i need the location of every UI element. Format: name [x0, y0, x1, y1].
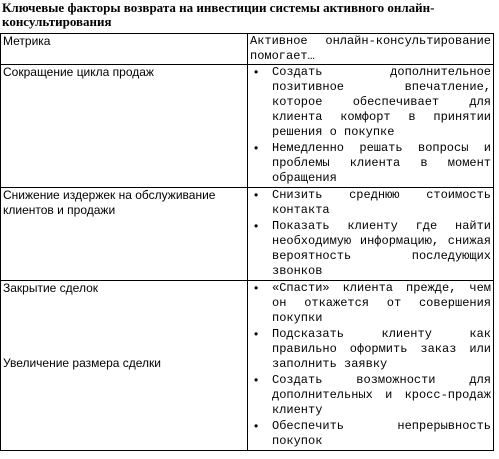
bullet-icon: • — [254, 188, 259, 202]
solution-cell — [248, 281, 494, 451]
table-title: Ключевые факторы возврата на инвестиции системы активного онлайн-консультирования — [2, 0, 435, 29]
list-item — [250, 188, 491, 218]
bullet-text: Создать возможности для дополнительных и кросс-продаж клиенту — [272, 373, 491, 417]
bullet-icon: • — [254, 419, 259, 433]
metric-cell — [1, 281, 248, 451]
metric-spacer — [3, 296, 245, 356]
bullet-text: Снизить среднюю стоимость контакта — [272, 188, 491, 217]
bullet-icon: • — [254, 219, 259, 233]
table-row — [1, 188, 494, 281]
table-row — [1, 281, 494, 451]
bullet-list — [250, 281, 491, 449]
header-solution-cell — [248, 34, 494, 65]
bullet-list — [250, 65, 491, 186]
list-item — [250, 219, 491, 279]
list-item — [250, 281, 491, 326]
metric-label: Снижение издержек на обслуживание клиентов и продажи — [3, 188, 216, 217]
bullet-text: Обеспечить непрерывность покупок — [272, 419, 491, 448]
header-solution-label: Активное онлайн-консультирование помогает… — [250, 34, 491, 63]
list-item — [250, 373, 491, 418]
bullet-icon: • — [254, 141, 259, 155]
metric-label: Сокращение цикла продаж — [3, 65, 154, 79]
list-item — [250, 141, 491, 186]
metric-cell — [1, 188, 248, 281]
bullet-list — [250, 188, 491, 279]
metric-label: Закрытие сделок — [3, 281, 99, 295]
bullet-text: «Спасти» клиента прежде, чем он откажется от совершения покупки — [272, 281, 491, 325]
metric-label: Увеличение размера сделки — [3, 356, 161, 370]
table-row — [1, 65, 494, 188]
bullet-text: Немедленно решать вопросы и проблемы клиента в момент обращения — [272, 141, 491, 185]
header-metric-cell — [1, 34, 248, 65]
solution-cell — [248, 188, 494, 281]
bullet-text: Показать клиенту где найти необходимую информацию, снижая вероятность последующих звонков — [272, 219, 491, 278]
list-item — [250, 65, 491, 140]
bullet-text: Создать дополнительное позитивное впечатление, которое обеспечивает для клиента комфорт в принятии решения о покупке — [272, 65, 491, 139]
bullet-text: Подсказать клиенту как правильно оформить заказ или заполнить заявку — [272, 327, 491, 371]
header-metric-label: Метрика — [3, 34, 51, 48]
list-item — [250, 327, 491, 372]
roi-factors-table — [0, 33, 494, 451]
metric-cell — [1, 65, 248, 188]
list-item — [250, 419, 491, 449]
solution-cell — [248, 65, 494, 188]
table-header-row — [1, 34, 494, 65]
bullet-icon: • — [254, 65, 259, 79]
bullet-icon: • — [254, 281, 259, 295]
bullet-icon: • — [254, 373, 259, 387]
bullet-icon: • — [254, 327, 259, 341]
